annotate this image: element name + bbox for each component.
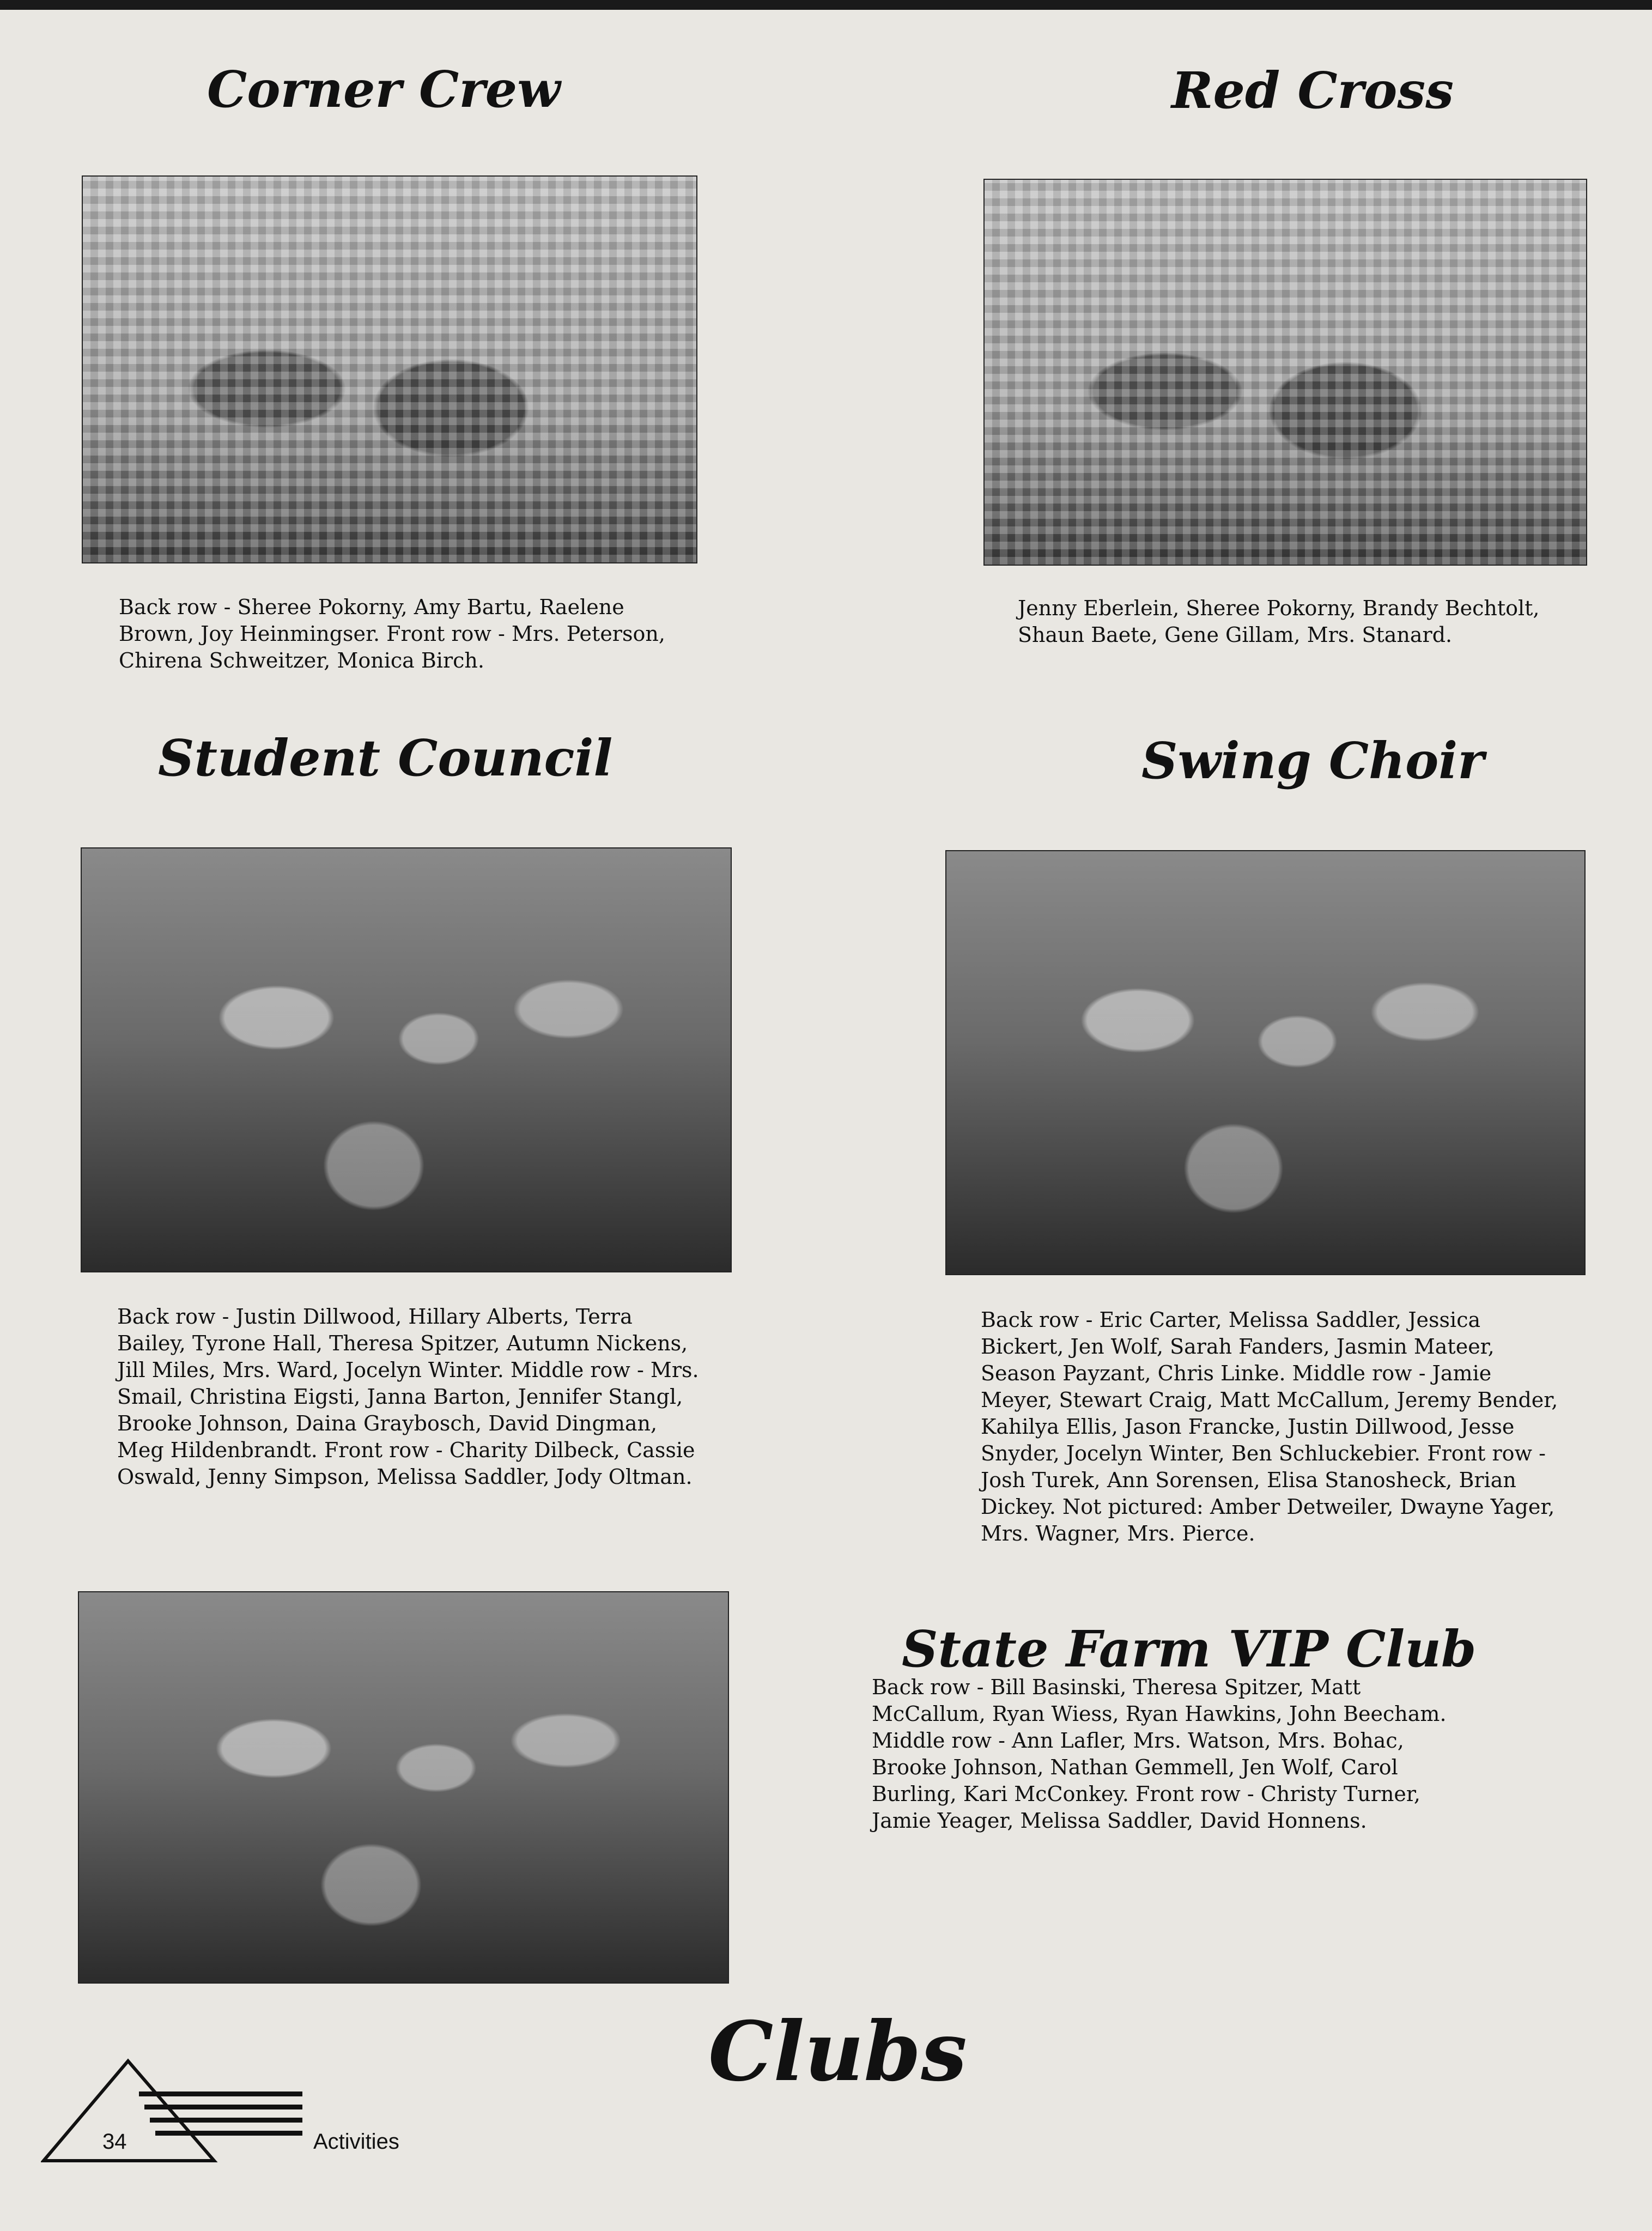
page-title: Clubs [708, 2004, 967, 2100]
corner-crew-caption: Back row - Sheree Pokorny, Amy Bartu, Raelene Brown, Joy Heinmingser. Front row - Mrs. Peterson, Chirena Schweitzer, Monica Birch. [119, 595, 665, 672]
state-farm-caption: Back row - Bill Basinski, Theresa Spitzer, Matt McCallum, Ryan Wiess, Ryan Hawkins, John Beecham. Middle row - Ann Lafler, Mrs. Watson, Mrs. Bohac, Brooke Johnson, Nathan Gemmell, Jen Wolf, Carol Burling, Kari McConkey. Front row - Christy Turner, Jamie Yeager, Melissa Saddler, David Honnens. [872, 1675, 1447, 1833]
section-label: Activities [313, 2130, 399, 2154]
swing-choir-caption: Back row - Eric Carter, Melissa Saddler, Jessica Bickert, Jen Wolf, Sarah Fanders, Jasmin Mateer, Season Payzant, Chris Linke. Middle row - Jamie Meyer, Stewart Craig, Matt McCallum, Jeremy Bender, Kahilya Ellis, Jason Francke, Justin Dillwood, Jesse Snyder, Jocelyn Winter, Ben Schluckebier. Front row - Josh Turek, Ann Sorensen, Elisa Stanosheck, Brian Dickey. Not pictured: Amber Detweiler, Dwayne Yager, Mrs. Wagner, Mrs. Pierce. [981, 1308, 1558, 1545]
red-cross-title: Red Cross [1171, 61, 1454, 120]
red-cross-photo [983, 179, 1587, 566]
swing-choir-title: Swing Choir [1141, 731, 1484, 790]
swing-choir-photo [945, 850, 1586, 1275]
student-council-caption: Back row - Justin Dillwood, Hillary Alberts, Terra Bailey, Tyrone Hall, Theresa Spitzer, Autumn Nickens, Jill Miles, Mrs. Ward, Jocelyn Winter. Middle row - Mrs. Smail, Christina Eigsti, Janna Barton, Jennifer Stangl, Brooke Johnson, Daina Graybosch, David Dingman, Meg Hildenbrandt. Front row - Charity Dilbeck, Cassie Oswald, Jenny Simpson, Melissa Saddler, Jody Oltman. [117, 1305, 699, 1489]
red-cross-caption: Jenny Eberlein, Sheree Pokorny, Brandy Bechtolt, Shaun Baete, Gene Gillam, Mrs. Stanard. [1018, 596, 1540, 647]
corner-crew-photo [82, 175, 697, 563]
corner-crew-title: Corner Crew [207, 60, 561, 119]
student-council-title: Student Council [158, 729, 613, 787]
top-border [0, 0, 1652, 10]
state-farm-title: State Farm VIP Club [902, 1620, 1477, 1678]
state-farm-photo [78, 1591, 729, 1984]
student-council-photo [81, 847, 732, 1272]
page-number: 34 [102, 2130, 127, 2154]
triangle-logo-icon [41, 2054, 313, 2163]
